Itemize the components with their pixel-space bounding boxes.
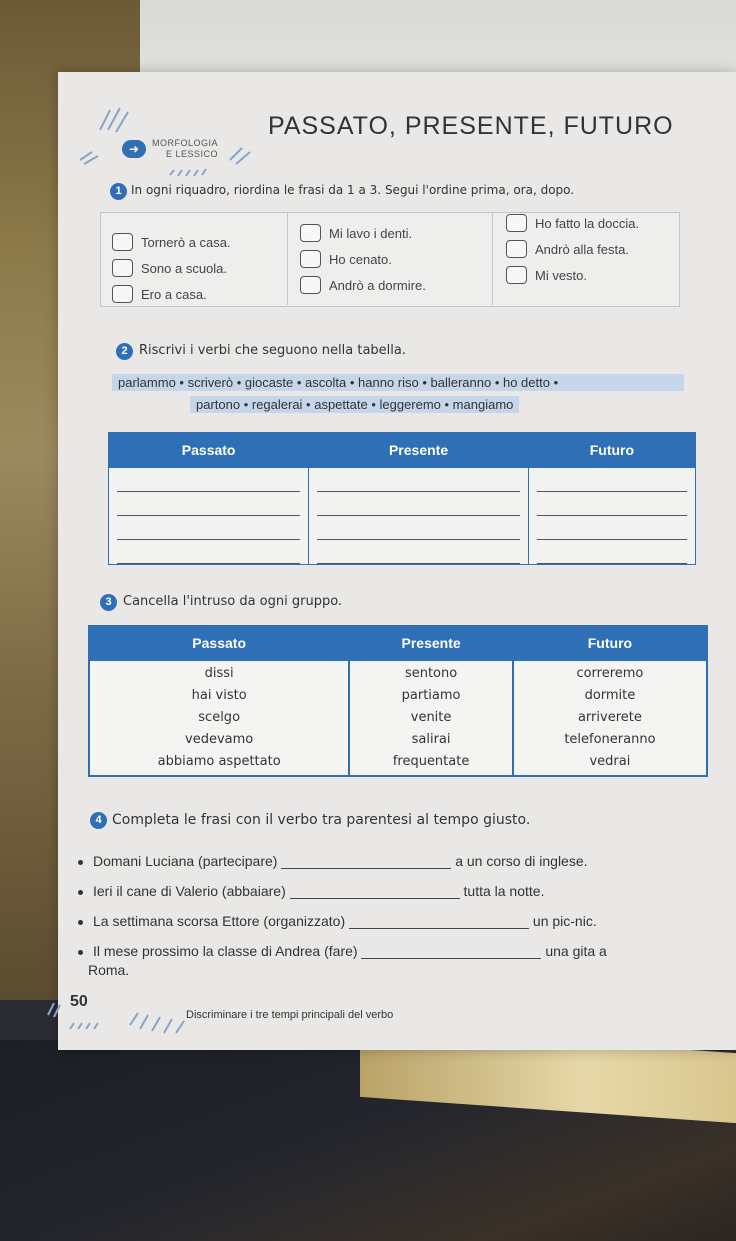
checkbox[interactable] — [506, 240, 527, 258]
checkbox[interactable] — [112, 233, 133, 251]
word-item[interactable]: partiamo — [401, 688, 461, 703]
answer-cell[interactable] — [109, 468, 309, 565]
sentence-text: Sono a scuola. — [141, 260, 228, 276]
page-number: 50 — [70, 993, 88, 1010]
exercise-2-badge: 2 — [116, 343, 133, 360]
sentence-option[interactable] — [112, 285, 207, 303]
exercise-1-divider — [492, 212, 493, 305]
sentence-option[interactable] — [300, 276, 426, 294]
sentence-option[interactable] — [506, 214, 639, 232]
blank-line[interactable] — [117, 468, 300, 492]
sentence-option[interactable] — [300, 224, 412, 242]
word-item[interactable]: abbiamo aspettato — [157, 754, 281, 769]
checkbox[interactable] — [300, 250, 321, 268]
sentence-row — [78, 883, 544, 899]
sentence-text: Andrò a dormire. — [329, 277, 426, 293]
sentence-text: Ho fatto la doccia. — [535, 215, 640, 231]
answer-cell[interactable] — [528, 468, 695, 565]
word-group-presente — [349, 660, 513, 776]
sentence-text: Ero a casa. — [141, 286, 207, 302]
word-bank-line1: parlammo • scriverò • giocaste • ascolta • hanno riso • balleranno • ho detto • — [112, 374, 684, 391]
sentence-suffix: a un corso di inglese. — [455, 853, 588, 869]
word-item[interactable]: telefoneranno — [564, 732, 656, 747]
sentence-prefix: Domani Luciana (partecipare) — [93, 853, 278, 869]
column-header-futuro: Futuro — [528, 433, 695, 468]
answer-blank[interactable] — [361, 958, 541, 959]
blank-line[interactable] — [537, 492, 687, 516]
sentence-option[interactable] — [112, 259, 227, 277]
section-tag — [152, 138, 218, 160]
footer-caption: Discriminare i tre tempi principali del verbo — [186, 1009, 394, 1021]
blank-line[interactable] — [537, 540, 687, 564]
word-item[interactable]: scelgo — [198, 710, 241, 725]
sentence-option[interactable] — [506, 266, 587, 284]
checkbox[interactable] — [506, 266, 527, 284]
sentence-row — [78, 913, 597, 929]
answer-blank[interactable] — [281, 868, 451, 869]
blank-line[interactable] — [317, 516, 520, 540]
sentence-prefix: Ieri il cane di Valerio (abbaiare) — [93, 883, 286, 899]
column-header-presente: Presente — [349, 626, 513, 660]
blank-line[interactable] — [317, 492, 520, 516]
sentence-row — [78, 943, 607, 959]
sentence-continuation: Roma. — [88, 962, 130, 978]
checkbox[interactable] — [506, 214, 527, 232]
arrow-right-icon: ➜ — [122, 140, 146, 158]
checkbox[interactable] — [300, 224, 321, 242]
checkbox[interactable] — [112, 285, 133, 303]
blank-line[interactable] — [317, 540, 520, 564]
sentence-text: Mi vesto. — [535, 267, 588, 283]
column-header-presente: Presente — [309, 433, 529, 468]
blank-line[interactable] — [317, 468, 520, 492]
blank-line[interactable] — [537, 516, 687, 540]
section-tag-line2: E LESSICO — [166, 149, 219, 159]
sentence-text: Ho cenato. — [329, 251, 392, 267]
sentence-text: Mi lavo i denti. — [329, 225, 413, 241]
exercise-1-divider — [287, 212, 288, 305]
word-item[interactable]: salirai — [411, 732, 451, 747]
sentence-option[interactable] — [112, 233, 231, 251]
exercise-2-instruction: Riscrivi i verbi che seguono nella tabella. — [139, 343, 406, 358]
sentence-suffix: una gita a — [545, 943, 607, 959]
checkbox[interactable] — [112, 259, 133, 277]
answer-cell[interactable] — [309, 468, 529, 565]
word-item[interactable]: arriverete — [577, 710, 642, 725]
sentence-prefix: La settimana scorsa Ettore (organizzato) — [93, 913, 346, 929]
exercise-4-badge: 4 — [90, 812, 107, 829]
exercise-3-badge: 3 — [100, 594, 117, 611]
sentence-suffix: un pic-nic. — [532, 913, 597, 929]
word-item[interactable]: sentono — [404, 666, 458, 681]
word-item[interactable]: vedrai — [589, 754, 631, 769]
exercise-4-instruction: Completa le frasi con il verbo tra parentesi al tempo giusto. — [112, 812, 531, 828]
answer-blank[interactable] — [290, 898, 460, 899]
section-tag-line1: MORFOLOGIA — [152, 138, 219, 148]
bullet-icon — [78, 920, 83, 925]
word-item[interactable]: frequentate — [392, 754, 470, 769]
exercise-1-instruction: In ogni riquadro, riordina le frasi da 1 a 3. Segui l'ordine prima, ora, dopo. — [131, 183, 575, 197]
word-item[interactable]: correremo — [576, 666, 644, 681]
checkbox[interactable] — [300, 276, 321, 294]
word-item[interactable]: vedevamo — [185, 732, 254, 747]
sentence-option[interactable] — [506, 240, 629, 258]
sentence-option[interactable] — [300, 250, 392, 268]
bullet-icon — [78, 890, 83, 895]
word-item[interactable]: venite — [410, 710, 452, 725]
exercise-3-table — [88, 625, 708, 777]
blank-line[interactable] — [117, 540, 300, 564]
sentence-suffix: tutta la notte. — [463, 883, 545, 899]
word-group-passato — [89, 660, 349, 776]
exercise-3-instruction: Cancella l'intruso da ogni gruppo. — [123, 594, 343, 609]
column-header-futuro: Futuro — [513, 626, 707, 660]
word-item[interactable]: dissi — [204, 666, 234, 681]
word-bank-line2: partono • regalerai • aspettate • leggeremo • mangiamo — [190, 396, 519, 413]
sentence-row — [78, 853, 588, 869]
word-item[interactable]: dormite — [584, 688, 636, 703]
footer-strokes-icon — [40, 995, 210, 1035]
sentence-prefix: Il mese prossimo la classe di Andrea (fare) — [93, 943, 358, 959]
sentence-text: Andrò alla festa. — [535, 241, 629, 257]
column-header-passato: Passato — [109, 433, 309, 468]
answer-blank[interactable] — [349, 928, 529, 929]
column-header-passato: Passato — [89, 626, 349, 660]
word-item[interactable]: hai visto — [191, 688, 247, 703]
word-group-futuro — [513, 660, 707, 776]
exercise-2-table — [108, 432, 696, 565]
page-title: PASSATO, PRESENTE, FUTURO — [268, 112, 674, 140]
blank-line[interactable] — [117, 516, 300, 540]
blank-line[interactable] — [117, 492, 300, 516]
exercise-1-badge: 1 — [110, 183, 127, 200]
blank-line[interactable] — [537, 468, 687, 492]
bullet-icon — [78, 860, 83, 865]
bullet-icon — [78, 950, 83, 955]
sentence-text: Tornerò a casa. — [141, 234, 231, 250]
